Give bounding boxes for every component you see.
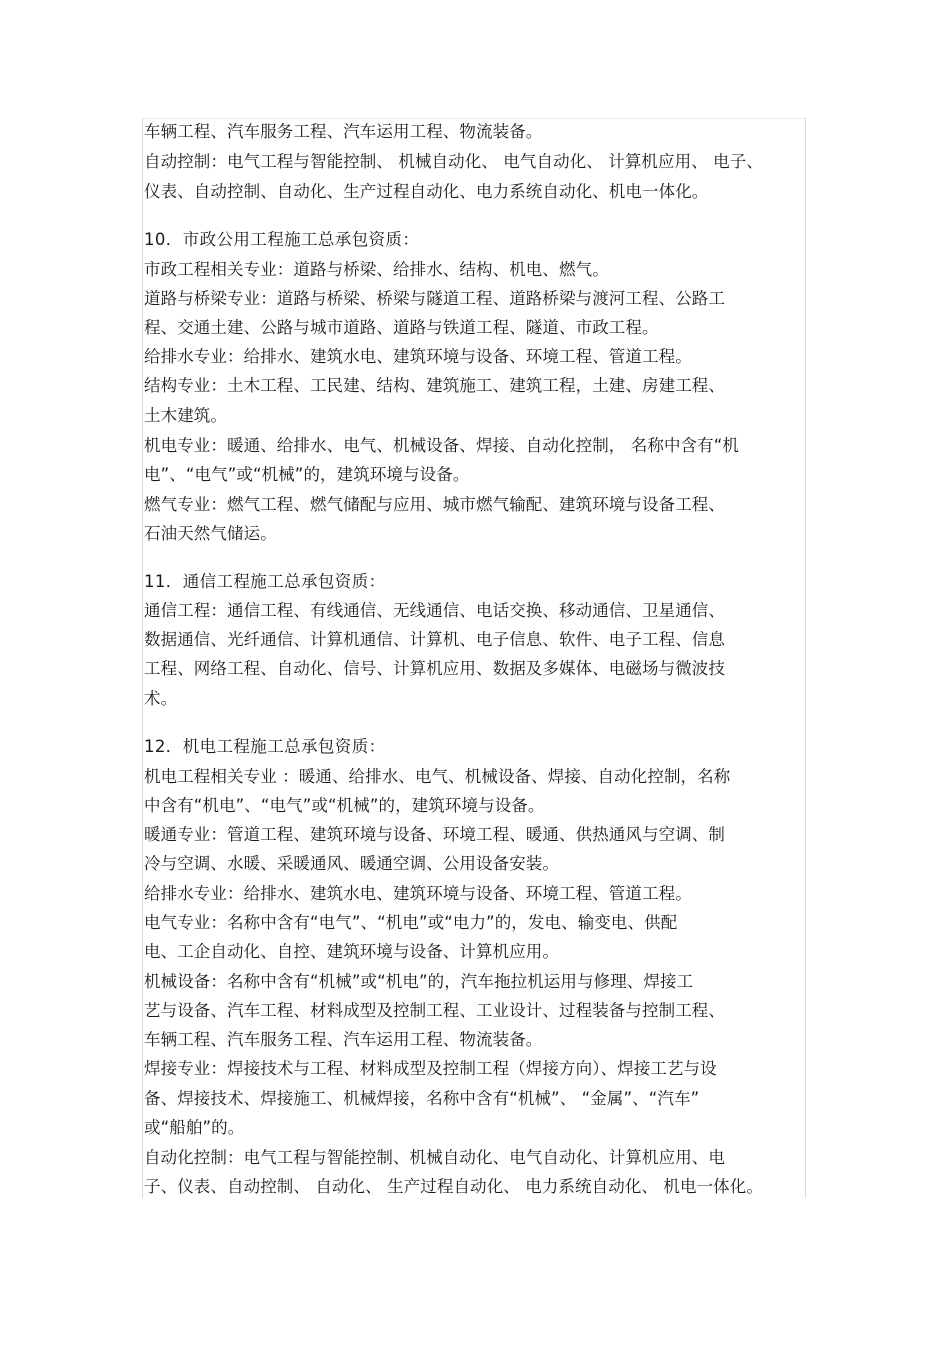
- text-line: 数据通信、光纤通信、计算机通信、计算机、电子信息、软件、电子工程、信息: [144, 630, 725, 649]
- text-line: 冷与空调、水暖、采暖通风、暖通空调、公用设备安装。: [144, 854, 559, 873]
- text-line: 电”、“电气”或“机械”的，建筑环境与设备。: [144, 465, 470, 484]
- text-line: 给排水专业：给排水、建筑水电、建筑环境与设备、环境工程、管道工程。: [144, 347, 692, 366]
- text-line: 艺与设备、汽车工程、材料成型及控制工程、工业设计、过程装备与控制工程、: [144, 1001, 725, 1020]
- section-heading-10: 10．市政公用工程施工总承包资质：: [144, 230, 420, 249]
- text-line: 中含有“机电”、“电气”或“机械”的，建筑环境与设备。: [144, 796, 545, 815]
- text-line: 电、工企自动化、自控、建筑环境与设备、计算机应用。: [144, 942, 559, 961]
- text-line: 石油天然气储运。: [144, 524, 277, 543]
- text-line: 车辆工程、汽车服务工程、汽车运用工程、物流装备。: [144, 122, 543, 141]
- text-line: 机电工程相关专业 ：暖通、给排水、电气、机械设备、焊接、自动化控制，名称: [144, 767, 731, 786]
- text-line: 焊接专业：焊接技术与工程、材料成型及控制工程（焊接方向）、焊接工艺与设: [144, 1059, 717, 1078]
- text-line: 车辆工程、汽车服务工程、汽车运用工程、物流装备。: [144, 1030, 543, 1049]
- text-line: 道路与桥梁专业：道路与桥梁、桥梁与隧道工程、道路桥梁与渡河工程、公路工: [144, 289, 725, 308]
- section-heading-12: 12．机电工程施工总承包资质：: [144, 737, 386, 756]
- text-line: 程、交通土建、公路与城市道路、道路与铁道工程、隧道、市政工程。: [144, 318, 659, 337]
- text-line: 给排水专业：给排水、建筑水电、建筑环境与设备、环境工程、管道工程。: [144, 884, 692, 903]
- text-line: 土木建筑。: [144, 406, 227, 425]
- text-line: 通信工程：通信工程、有线通信、无线通信、电话交换、移动通信、卫星通信、: [144, 601, 725, 620]
- text-line: 机电专业：暖通、给排水、电气、机械设备、焊接、自动化控制， 名称中含有“机: [144, 436, 739, 455]
- text-line: 燃气专业：燃气工程、燃气储配与应用、城市燃气输配、建筑环境与设备工程、: [144, 495, 725, 514]
- text-line: 市政工程相关专业：道路与桥梁、给排水、结构、机电、燃气。: [144, 260, 609, 279]
- text-line: 备、焊接技术、焊接施工、机械焊接，名称中含有“机械”、 “金属”、“汽车”: [144, 1089, 700, 1108]
- text-line: 暖通专业：管道工程、建筑环境与设备、环境工程、暖通、供热通风与空调、制: [144, 825, 725, 844]
- text-line: 仪表、自动控制、自动化、生产过程自动化、电力系统自动化、机电一体化。: [144, 182, 709, 201]
- text-line: 机械设备：名称中含有“机械”或“机电”的，汽车拖拉机运用与修理、焊接工: [144, 972, 694, 991]
- text-line: 自动化控制：电气工程与智能控制、机械自动化、电气自动化、计算机应用、电: [144, 1148, 725, 1167]
- text-line: 工程、网络工程、自动化、信号、计算机应用、数据及多媒体、电磁场与微波技: [144, 659, 725, 678]
- text-line: 自动控制：电气工程与智能控制、 机械自动化、 电气自动化、 计算机应用、 电子、: [144, 152, 763, 171]
- text-line: 结构专业：土木工程、工民建、结构、建筑施工、建筑工程，土建、房建工程、: [144, 376, 725, 395]
- text-line: 子、仪表、自动控制、 自动化、 生产过程自动化、 电力系统自动化、 机电一体化。: [144, 1177, 763, 1196]
- text-line: 电气专业：名称中含有“电气”、“机电”或“电力”的，发电、输变电、供配: [144, 913, 678, 932]
- text-line: 或“船舶”的。: [144, 1118, 245, 1137]
- text-line: 术。: [144, 689, 178, 708]
- section-heading-11: 11．通信工程施工总承包资质：: [144, 572, 386, 591]
